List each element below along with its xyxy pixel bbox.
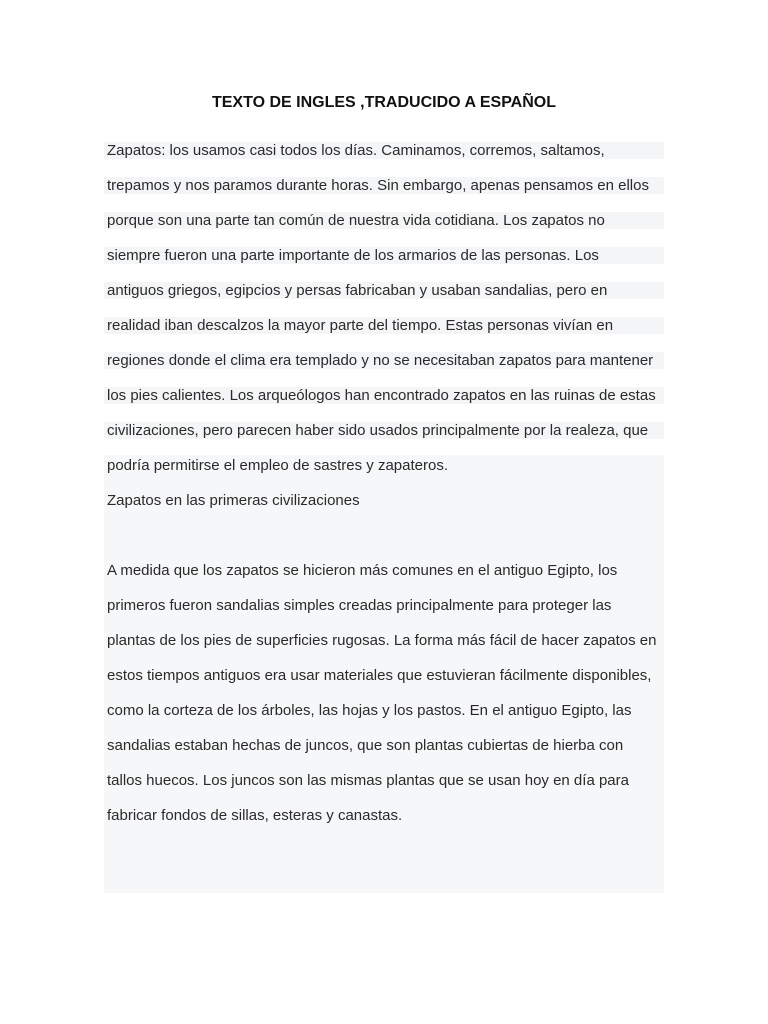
text-line: trepamos y nos paramos durante horas. Sin embargo, apenas pensamos en ellos (107, 177, 649, 194)
text-line: fabricar fondos de sillas, esteras y canastas. (107, 807, 403, 824)
text-line: civilizaciones, pero parecen haber sido usados principalmente por la realeza, que (107, 422, 649, 439)
section-heading: Zapatos en las primeras civilizaciones (107, 492, 360, 509)
text-line: los pies calientes. Los arqueólogos han encontrado zapatos en las ruinas de estas (107, 387, 656, 404)
text-line: sandalias estaban hechas de juncos, que son plantas cubiertas de hierba con (107, 737, 624, 754)
text-line: regiones donde el clima era templado y no se necesitaban zapatos para mantener (107, 352, 654, 369)
document-body (107, 140, 667, 840)
paragraph-2 (107, 560, 667, 840)
text-line: Zapatos: los usamos casi todos los días. Caminamos, corremos, saltamos, (107, 142, 605, 159)
blank-line (107, 525, 667, 560)
text-line: porque son una parte tan común de nuestra vida cotidiana. Los zapatos no (107, 212, 605, 229)
text-line: antiguos griegos, egipcios y persas fabricaban y usaban sandalias, pero en (107, 282, 608, 299)
text-line: tallos huecos. Los juncos son las mismas plantas que se usan hoy en día para (107, 772, 629, 789)
text-line: siempre fueron una parte importante de los armarios de las personas. Los (107, 247, 599, 264)
text-line: como la corteza de los árboles, las hojas y los pastos. En el antiguo Egipto, las (107, 702, 632, 719)
text-line: estos tiempos antiguos era usar materiales que estuvieran fácilmente disponibles, (107, 667, 652, 684)
text-line: realidad iban descalzos la mayor parte del tiempo. Estas personas vivían en (107, 317, 614, 334)
text-line: plantas de los pies de superficies rugosas. La forma más fácil de hacer zapatos en (107, 632, 657, 649)
document-title: TEXTO DE INGLES ,TRADUCIDO A ESPAÑOL (211, 94, 557, 111)
text-line: primeros fueron sandalias simples creadas principalmente para proteger las (107, 597, 612, 614)
text-line: A medida que los zapatos se hicieron más comunes en el antiguo Egipto, los (107, 562, 618, 579)
paragraph-1 (107, 140, 667, 490)
text-line: podría permitirse el empleo de sastres y zapateros. (107, 457, 448, 474)
